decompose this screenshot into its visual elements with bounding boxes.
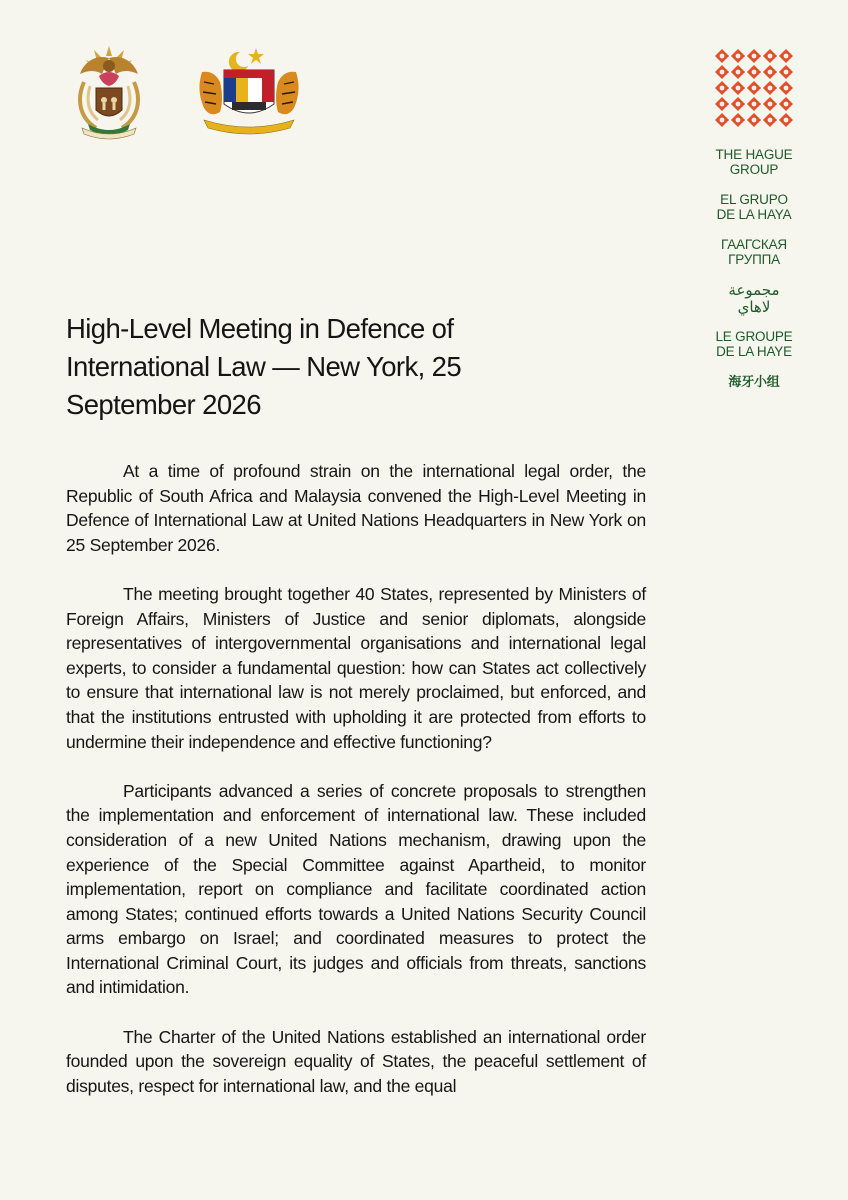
hague-group-pattern-icon xyxy=(714,48,794,128)
group-name-en: THE HAGUE GROUP xyxy=(715,147,793,177)
document-body xyxy=(66,459,646,1123)
malaysia-coat-of-arms-icon xyxy=(190,42,308,138)
paragraph-4: The Charter of the United Nations established an international order founded upon the sovereign equality of States, the peaceful settlement of disputes, respect for international law, and the equal xyxy=(66,1026,646,1096)
group-name-es: EL GRUPO DE LA HAYA xyxy=(716,192,792,222)
group-name-zh: 海牙小组 xyxy=(728,374,780,389)
paragraph-3: Participants advanced a series of concrete proposals to strengthen the implementation and enforcement of international law. These included consideration of a new United Nations mechanism, drawing upon the experience of the Special Committee against Apartheid, to monitor implementation, report on compliance and facilitate coordinated action among States; continued efforts towards a United Nations Security Council arms embargo on Israel; and coordinated measures to protect the International Criminal Court, its judges and officials from threats, sanctions and intimidation. xyxy=(66,780,646,998)
south-africa-coat-of-arms-icon xyxy=(66,40,152,140)
group-name-ar: مجموعة لاهاي xyxy=(728,282,780,316)
hague-group-names xyxy=(690,147,818,404)
document-title: High-Level Meeting in Defence of International Law — New York, 25 September 2026 xyxy=(66,313,462,420)
group-name-ru: ГААГСКАЯ ГРУППА xyxy=(721,237,787,267)
paragraph-2: The meeting brought together 40 States, represented by Ministers of Foreign Affairs, Ministers of Justice and senior diplomats, alongside representatives of intergovernmental organisations and international legal experts, to consider a fundamental question: how can States act collectively to ensure that international law is not merely proclaimed, but enforced, and that the institutions entrusted with upholding it are protected from efforts to undermine their independence and effective functioning? xyxy=(66,583,646,752)
paragraph-1: At a time of profound strain on the international legal order, the Republic of South Africa and Malaysia convened the High-Level Meeting in Defence of International Law at United Nations Headquarters in New York on 25 September 2026. xyxy=(66,461,646,555)
group-name-fr: LE GROUPE DE LA HAYE xyxy=(715,329,793,359)
